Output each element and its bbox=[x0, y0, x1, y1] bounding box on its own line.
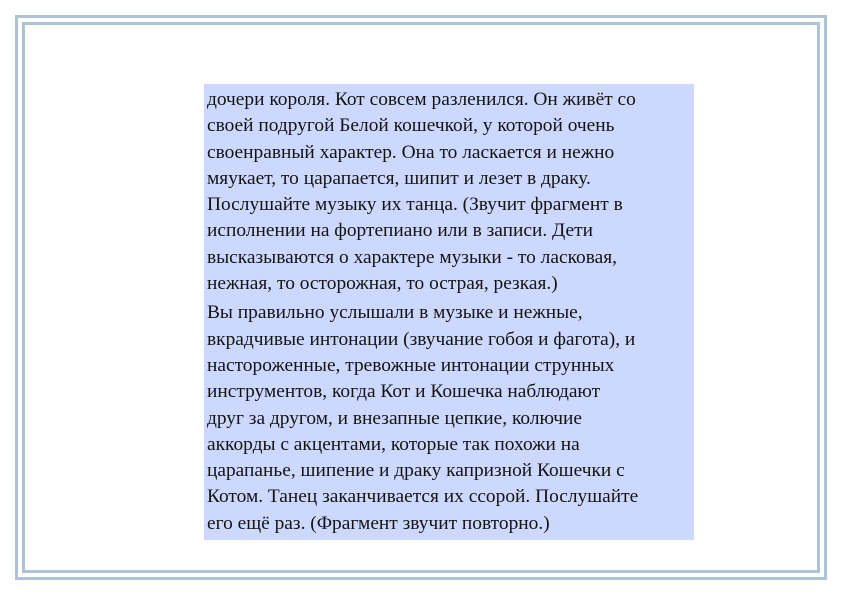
text-line: Послушайте музыку их танца. (Звучит фрагмент в bbox=[207, 194, 623, 216]
text-line: инструментов, когда Кот и Кошечка наблюдают bbox=[207, 381, 601, 403]
text-line: своенравный характер. Она то ласкается и нежно bbox=[207, 141, 615, 163]
text-line: друг за другом, и внезапные цепкие, колючие bbox=[207, 407, 583, 429]
text-line: аккорды с акцентами, которые так похожи на bbox=[207, 433, 580, 455]
text-line: своей подругой Белой кошечкой, у которой очень bbox=[207, 115, 615, 137]
text-line: царапанье, шипение и драку капризной Кошечки с bbox=[207, 460, 625, 482]
text-line: Вы правильно услышали в музыке и нежные, bbox=[207, 302, 583, 324]
paragraph-1 bbox=[207, 87, 691, 297]
text-line: Котом. Танец заканчивается их ссорой. Послушайте bbox=[207, 486, 639, 508]
text-line: нежная, то осторожная, то острая, резкая.) bbox=[207, 273, 558, 295]
text-line: мяукает, то царапается, шипит и лезет в драку. bbox=[207, 167, 591, 189]
text-line: настороженные, тревожные интонации струнных bbox=[207, 354, 615, 376]
text-line: его ещё раз. (Фрагмент звучит повторно.) bbox=[207, 512, 550, 534]
text-line: высказываются о характере музыки - то ласковая, bbox=[207, 246, 617, 268]
text-line: исполнении на фортепиано или в записи. Дети bbox=[207, 220, 593, 242]
slide-text-block bbox=[204, 84, 694, 540]
text-line: вкрадчивые интонации (звучание гобоя и фагота), и bbox=[207, 328, 636, 350]
paragraph-2 bbox=[207, 300, 691, 537]
text-line: дочери короля. Кот совсем разленился. Он живёт со bbox=[207, 89, 636, 110]
